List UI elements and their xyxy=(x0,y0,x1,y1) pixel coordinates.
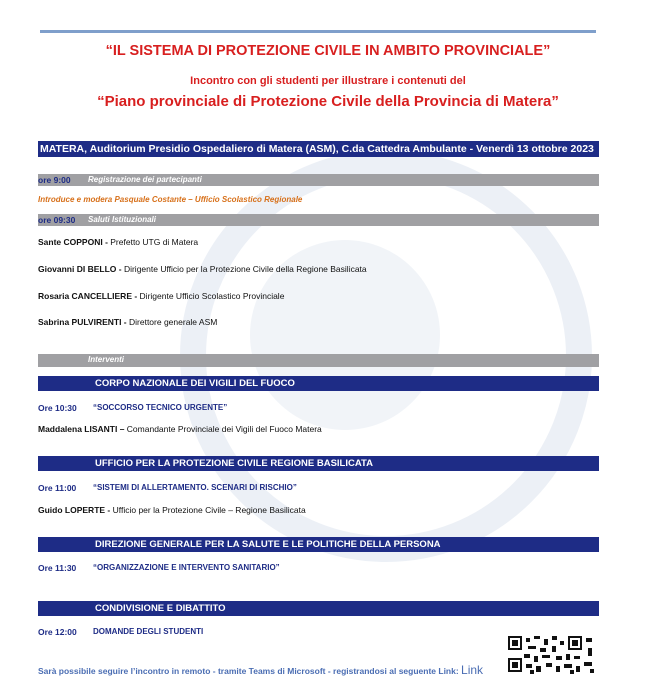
speaker-row: Sante COPPONI - Prefetto UTG di Matera xyxy=(38,237,199,247)
interventi-label: Interventi xyxy=(88,355,125,364)
speaker-row: Giovanni DI BELLO - Dirigente Ufficio per la Protezione Civile della Regione Basilicata xyxy=(38,264,367,274)
header-rule xyxy=(40,30,596,33)
talk-time: Ore 11:30 xyxy=(38,563,77,573)
qr-code[interactable] xyxy=(506,636,598,675)
speaker-row: Sabrina PULVIRENTI - Direttore generale ASM xyxy=(38,317,218,327)
greetings-time: ore 09:30 xyxy=(38,215,76,225)
moderator-intro: Introduce e modera Pasquale Costante – Ufficio Scolastico Regionale xyxy=(38,195,303,204)
speaker-row: Rosaria CANCELLIERE - Dirigente Ufficio Scolastico Provinciale xyxy=(38,291,285,301)
section-header-protezione-civile: UFFICIO PER LA PROTEZIONE CIVILE REGIONE BASILICATA xyxy=(38,456,599,471)
remote-participation-note: Sarà possibile seguire l’incontro in remoto - tramite Teams di Microsoft - registrandosi al seguente Link: Link xyxy=(38,663,484,677)
speaker-row: Maddalena LISANTI – Comandante Provinciale dei Vigili del Fuoco Matera xyxy=(38,424,322,434)
event-title: “IL SISTEMA DI PROTEZIONE CIVILE IN AMBITO PROVINCIALE” xyxy=(105,43,551,59)
plan-title: “Piano provinciale di Protezione Civile della Provincia di Matera” xyxy=(97,93,559,110)
talk-title: DOMANDE DEGLI STUDENTI xyxy=(93,627,204,636)
talk-title: “SISTEMI DI ALLERTAMENTO. SCENARI DI RISCHIO” xyxy=(93,483,297,492)
talk-time: Ore 10:30 xyxy=(38,403,77,413)
registration-time: ore 9:00 xyxy=(38,175,71,185)
talk-title: “ORGANIZZAZIONE E INTERVENTO SANITARIO” xyxy=(93,563,280,572)
registration-label: Registrazione dei partecipanti xyxy=(88,175,202,184)
section-header-vigili: CORPO NAZIONALE DEI VIGILI DEL FUOCO xyxy=(38,376,599,391)
talk-time: Ore 12:00 xyxy=(38,627,77,637)
speaker-row: Guido LOPERTE - Ufficio per la Protezione Civile – Regione Basilicata xyxy=(38,505,306,515)
registration-link[interactable]: Link xyxy=(461,663,484,677)
greetings-label: Saluti Istituzionali xyxy=(88,215,157,224)
event-subtitle: Incontro con gli studenti per illustrare i contenuti del xyxy=(190,75,466,87)
talk-time: Ore 11:00 xyxy=(38,483,77,493)
venue-bar: MATERA, Auditorium Presidio Ospedaliero di Matera (ASM), C.da Cattedra Ambulante - Venerdì 13 ottobre 2023 xyxy=(38,141,599,157)
talk-title: “SOCCORSO TECNICO URGENTE” xyxy=(93,403,228,412)
section-header-salute: DIREZIONE GENERALE PER LA SALUTE E LE POLITICHE DELLA PERSONA xyxy=(38,537,599,552)
section-header-dibattito: CONDIVISIONE E DIBATTITO xyxy=(38,601,599,616)
